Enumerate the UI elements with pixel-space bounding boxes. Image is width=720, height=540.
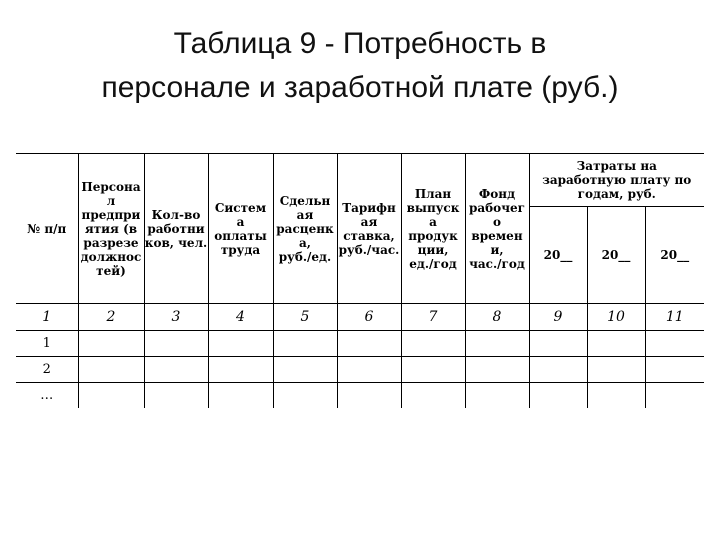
column-number: 5 bbox=[273, 304, 337, 331]
column-number: 11 bbox=[645, 304, 704, 331]
title-line-2: персонале и заработной плате (руб.) bbox=[101, 71, 619, 104]
table-row bbox=[16, 357, 704, 383]
header-employee-count: Кол-во работни ков, чел. bbox=[144, 154, 208, 304]
table-row bbox=[16, 383, 704, 409]
column-number: 7 bbox=[401, 304, 465, 331]
column-number: 8 bbox=[465, 304, 529, 331]
page-title bbox=[20, 22, 700, 110]
table-cell bbox=[529, 357, 587, 383]
table-cell bbox=[208, 383, 273, 409]
column-number: 10 bbox=[587, 304, 645, 331]
row-label: … bbox=[16, 383, 78, 409]
column-number-row bbox=[16, 304, 704, 331]
table-cell bbox=[337, 383, 401, 409]
column-number: 6 bbox=[337, 304, 401, 331]
header-personnel: Персона л предпри ятия (в разрезе должнос тей) bbox=[78, 154, 144, 304]
header-year-1: 20__ bbox=[529, 207, 587, 304]
row-label: 2 bbox=[16, 357, 78, 383]
table-cell bbox=[465, 383, 529, 409]
table-cell bbox=[465, 331, 529, 357]
table-cell bbox=[273, 331, 337, 357]
table-cell bbox=[645, 331, 704, 357]
column-number: 2 bbox=[78, 304, 144, 331]
table-cell bbox=[208, 357, 273, 383]
table-cell bbox=[144, 331, 208, 357]
table-row bbox=[16, 331, 704, 357]
table-cell bbox=[78, 357, 144, 383]
table-cell bbox=[587, 331, 645, 357]
table-cell bbox=[144, 357, 208, 383]
column-number: 4 bbox=[208, 304, 273, 331]
header-work-time-fund: Фонд рабочег о времен и, час./год bbox=[465, 154, 529, 304]
table-cell bbox=[78, 383, 144, 409]
column-number: 1 bbox=[16, 304, 78, 331]
table-cell bbox=[337, 357, 401, 383]
table-cell bbox=[465, 357, 529, 383]
table-cell bbox=[78, 331, 144, 357]
table-cell bbox=[401, 383, 465, 409]
table-cell bbox=[144, 383, 208, 409]
table-cell bbox=[273, 357, 337, 383]
header-number: № п/п bbox=[16, 154, 78, 304]
header-tariff-rate: Тарифн ая ставка, руб./час. bbox=[337, 154, 401, 304]
table-cell bbox=[273, 383, 337, 409]
header-year-3: 20__ bbox=[645, 207, 704, 304]
table-cell bbox=[401, 331, 465, 357]
staff-salary-table bbox=[16, 153, 704, 408]
table-cell bbox=[587, 383, 645, 409]
table-cell bbox=[529, 331, 587, 357]
header-year-2: 20__ bbox=[587, 207, 645, 304]
header-output-plan: План выпуск а продук ции, ед./год bbox=[401, 154, 465, 304]
table-cell bbox=[401, 357, 465, 383]
header-salary-costs: Затраты на заработную плату по годам, руб. bbox=[529, 154, 704, 207]
table-cell bbox=[208, 331, 273, 357]
header-piece-rate: Сдельн ая расценк а, руб./ед. bbox=[273, 154, 337, 304]
table-cell bbox=[529, 383, 587, 409]
table-cell bbox=[587, 357, 645, 383]
header-pay-system: Систем а оплаты труда bbox=[208, 154, 273, 304]
table-cell bbox=[337, 331, 401, 357]
column-number: 9 bbox=[529, 304, 587, 331]
column-number: 3 bbox=[144, 304, 208, 331]
row-label: 1 bbox=[16, 331, 78, 357]
title-line-1: Таблица 9 - Потребность в bbox=[173, 27, 547, 60]
table-cell bbox=[645, 357, 704, 383]
table-cell bbox=[645, 383, 704, 409]
